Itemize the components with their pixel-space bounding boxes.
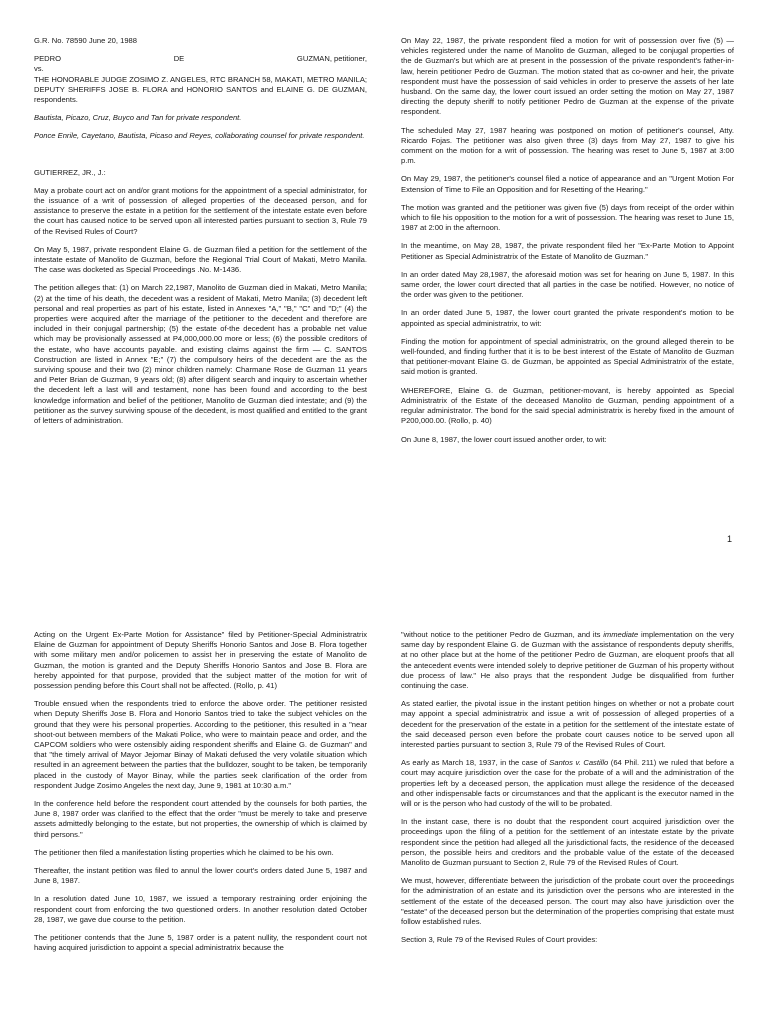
paragraph: Section 3, Rule 79 of the Revised Rules of Court provides: [401,935,598,945]
paragraph: The motion was granted and the petitioner was given five (5) days from receipt of the order within which to file his opposition to the motion for a writ of possession. The hearing was reset to June 15, 1987 at 2:00 in the afternoon. [401,202,734,233]
paragraph: May a probate court act on and/or grant motions for the appointment of a special administrator, for the issuance of a writ of possession of alleged properties of the deceased person, and for assistance to preserve the estate in a petition for the settlement of the intestate estate even before the court has caused notice to be served upon all interested parties pursuant to section 3, Rule 79 of the Revised Rules of Court? [34,185,367,236]
paragraph: In a resolution dated June 10, 1987, we issued a temporary restraining order enjoining the respondent court from enforcing the two questioned orders. In another resolution dated October 28, 1987, we gave due course to the petition. [34,894,367,924]
page-2-left-column [34,630,367,961]
paragraph: Trouble ensued when the respondents tried to enforce the above order. The petitioner resisted when Deputy Sheriffs Jose B. Flora and Honorio Santos tried to take the subject vehicles on the ground that they were his personal properties. According to the petitioner, this resulted in a "near shoot-out between members of the Makati Police, who were to maintain peace and order, and the CAPCOM soldiers who were ostensibly aiding respondent sheriffs and Elaine G. de Guzman" and that "the timely arrival of Mayor Jejomar Binay of Makati defused the very volatile situation which resulted in an agreement between the parties that the bulldozer, sought to be taken, be temporarily placed in the custody of Mayor Binay, while the parties seek clarification of the order from respondent Judge Zosimo Angeles the next day, June 9, 1981 at 10:30 a.m." [34,699,367,790]
paragraph: In an order dated June 5, 1987, the lower court granted the private respondent's motion to be appointed as special administratrix, to wit: [401,308,734,328]
paragraph [401,758,734,809]
paragraph: In the conference held before the respondent court attended by the counsels for both parties, the June 8, 1987 order was clarified to the effect that the order "must be merely to take and preserve assets admittedly belonging to the estate, but not properties, the ownership of which is claimed by third persons." [34,799,367,839]
paragraph: As stated earlier, the pivotal issue in the instant petition hinges on whether or not a probate court may appoint a special administratrix and issue a writ of possession of alleged properties of a decedent for the preservation of the estate in a petition for the settlement of the intestate estate of the said deceased person even before the probate court causes notice to be served upon all interested parties pursuant to section 3, Rule 79 of the Revised Rules of Court. [401,699,734,750]
versus: vs. [34,64,44,74]
text-run: As early as March 18, 1937, in the case of [401,758,550,768]
quoted-order: WHEREFORE, Elaine G. de Guzman, petitioner-movant, is hereby appointed as Special Administratrix of the Estate of the deceased Manolito de Guzman, pending appointment of a regular administrator. The bond for the said special administratrix is hereby fixed in the amount of P200,000.00. (Rollo, p. 40) [401,385,734,426]
counsel-line-1: Bautista, Picazo, Cruz, Buyco and Tan for private respondent. [34,113,242,123]
paragraph: We must, however, differentiate between the jurisdiction of the probate court over the proceedings for the administration of an estate and its jurisdiction over the persons who are interested in the settlement of the estate of the deceased person. The court may also have jurisdiction over the "estate" of the deceased person but the determination of the properties comprising that estate must follow established rules. [401,876,734,927]
text-run: (64 Phil. 211) we ruled that before a court may acquire jurisdiction over the case for the probate of a will and the administration of the properties left by a deceased person, the application must allege the residence of the deceased and other indispensable facts or circumstances and that the applicant is the executor named in the will or is the person who had custody of the will to be probated. [401,758,735,809]
case-citation: Santos v. Castillo [549,758,609,768]
respondents: THE HONORABLE JUDGE ZOSIMO Z. ANGELES, RTC BRANCH 58, MAKATI, METRO MANILA; DEPUTY SHERIFFS JOSE B. FLORA and HONORIO SANTOS and ELAINE G. DE GUZMAN, respondents. [34,74,367,105]
paragraph: The petitioner contends that the June 5, 1987 order is a patent nullity, the respondent court not having acquired jurisdiction to appoint a special administratrix because the [34,933,367,953]
petitioner-word-2: DE [173,54,185,64]
paragraph: On May 5, 1987, private respondent Elaine G. de Guzman filed a petition for the settlement of the intestate estate of Manolito de Guzman, before the Regional Trial Court of Makati, Metro Manila. The case was docketed as Special Proceedings .No. M-1436. [34,244,367,275]
page-gap [0,570,768,620]
paragraph: In the meantime, on May 28, 1987, the private respondent filed her "Ex-Parte Motion to Appoint Petitioner as Special Administratrix of the Estate of Manolito de Guzman." [401,241,734,261]
page-2-right-column [401,630,734,953]
petitioner-word-3: GUZMAN, petitioner, [296,54,367,64]
paragraph: In an order dated May 28,1987, the aforesaid motion was set for hearing on June 5, 1987. In this same order, the lower court directed that all parties in the case be notified. However, no notice of the order was given to the petitioner. [401,269,734,300]
paragraph: The petitioner then filed a manifestation listing properties which he claimed to be his own. [34,847,334,857]
paragraph: On June 8, 1987, the lower court issued another order, to wit: [401,434,607,444]
text-run: "without notice to the petitioner Pedro de Guzman, and its [401,630,604,639]
paragraph [401,630,734,691]
paragraph: On May 22, 1987, the private respondent filed a motion for writ of possession over five (5) — vehicles registered under the name of Manolito de Guzman, alleged to be conjugal properties of the de Guzman's but which are at present in the possession of the private respondent's father-in- law, herein petitioner Pedro de Guzman. The motion stated that as co-owner and heir, the private respondent must have the possession of said vehicles in order to preserve the assets of her late husband. On the same day, the lower court issued an order setting the motion on May 27, 1987 directing the deputy sheriff to notify petitioner Pedro de Guzman at the expense of the private respondent. [401,36,734,117]
case-number: G.R. No. 78590 June 20, 1988 [34,36,138,45]
text-run: implementation on the very same day by respondent Elaine G. de Guzman with the assistance of respondents deputy sheriffs, at no other place but at the home of the petitioner Pedro de Guzman, are eloquent proofs that all the antecedent events were intended solely to deprive petitioner de Guzman of his property without due process of law." He also prays that the respondent Judge be disqualified from further continuing the case. [401,630,734,691]
page-number: 1 [726,534,732,544]
petitioner-line [34,54,367,64]
paragraph: On May 29, 1987, the petitioner's counsel filed a notice of appearance and an "Urgent Motion For Extension of Time to File an Opposition and for Resetting of the Hearing." [401,174,734,194]
page-2 [0,620,768,1024]
petitioner-word-1: PEDRO [34,54,62,64]
quoted-order: Finding the motion for appointment of special administratrix, on the ground alleged therein to be well-founded, and finding further that it is to be best interest of the Estate of Manolito de Guzman that petitioner-movant Elaine G. de Guzman, be appointed as Special Administratrix of the estate, said motion is granted. [401,336,734,377]
page-1-right-column [401,36,734,453]
emphasis: immediate [603,630,639,639]
paragraph: The petition alleges that: (1) on March 22,1987, Manolito de Guzman died in Makati, Metro Manila; (2) at the time of his death, the decedent was a resident of Makati, Metro Manila; (3) decedent left personal and real properties as part of his estate, listed in Annexes "A," "B," "C" and "D;" (4) the properties were acquired after the marriage of the petitioner to the decedent and therefore are included in their conjugal partnership; (5) the estate of-the decedent has a probable net value which may be provisionally assessed at P4,000,000.00 more or less; (6) the possible creditors of the estate, who have accounts payable. and existing claims against the firm — C. SANTOS Construction are listed in Annex "E;" (7) the compulsory heirs of the decedent are the as the surviving spouse and their two (2) minor children namely: Charmane Rose de Guzman 11 years and Peter Brian de Guzman, 9 years old; (8) after diligent search and inquiry to ascertain whether the decedent left a last will and testament, none has been found and according to the best knowledge information and belief of the petitioner, Manolito de Guzman died intestate; and (9) the petitioner as the survey surviving spouse of the decedent, is most qualified and entitled to the grant of letters of administration. [34,283,367,426]
counsel-line-2: Ponce Enrile, Cayetano, Bautista, Picaso and Reyes, collaborating counsel for private respondent. [34,131,365,141]
quoted-order: Acting on the Urgent Ex-Parte Motion for Assistance" filed by Petitioner-Special Administratrix Elaine de Guzman for appointment of Deputy Sheriffs Honorio Santos and Jose B. Flora together with some military men and/or policemen to assist her in preserving the estate of Manolito de Guzman, the motion is granted and the Deputy Sheriffs Honorio Santos and Jose B. Flora are hereby appointed for that purpose, provided that the subject matter of the motion for writ of possession pending before this Court shall not be affected. (Rollo, p. 41) [34,630,367,691]
paragraph: Thereafter, the instant petition was filed to annul the lower court's orders dated June 5, 1987 and June 8, 1987. [34,866,367,886]
paragraph: In the instant case, there is no doubt that the respondent court acquired jurisdiction over the proceedings upon the filing of a petition for the settlement of an intestate estate by the private respondent since the petition had alleged all the jurisdictional facts, the residence of the deceased person, the possible heirs and creditors and the probable value of the estate of the deceased Manolito de Guzman pursuant to Section 2, Rule 79 of the Revised Rules of Court. [401,817,734,868]
paragraph: The scheduled May 27, 1987 hearing was postponed on motion of petitioner's counsel, Atty. Ricardo Fojas. The petitioner was also given three (3) days from May 27, 1987 to give his comment on the motion for a writ of possession. The hearing was reset to June 5, 1987 at 3:00 p.m. [401,125,734,166]
ponente: GUTIERREZ, JR., J.: [34,167,106,177]
page-1-left-column [34,36,367,434]
